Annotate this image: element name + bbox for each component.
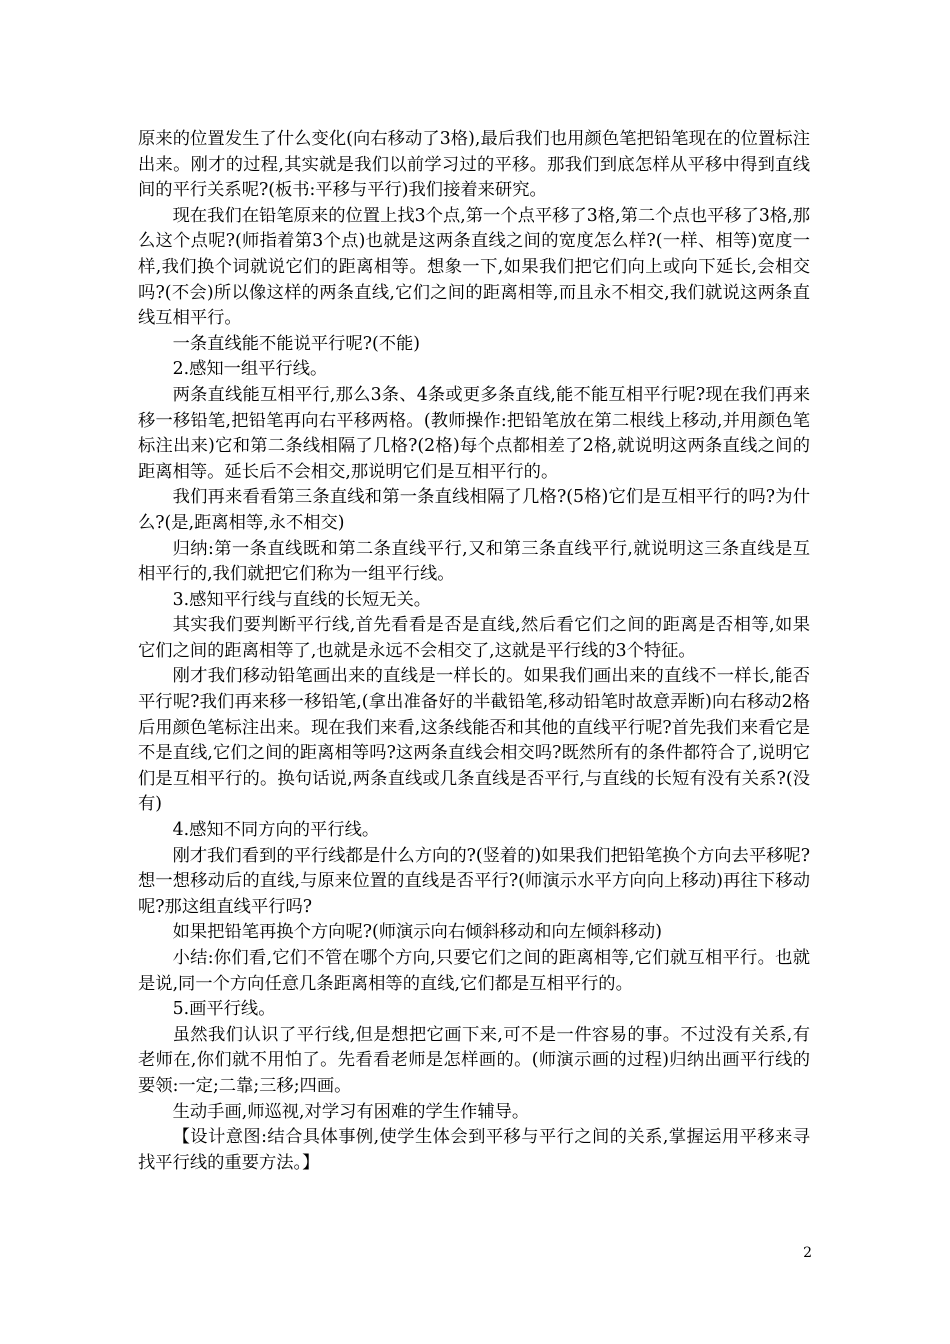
paragraph-parallel-features: 其实我们要判断平行线,首先看看是否是直线,然后看它们之间的距离是否相等,如果它们之间的距离相等了,也就是永远不会相交了,这就是平行线的3个特征。 xyxy=(138,615,810,661)
document-body xyxy=(138,127,810,1176)
paragraph-design-intent: 【设计意图:结合具体事例,使学生体会到平移与平行之间的关系,掌握运用平移来寻找平行线的重要方法。】 xyxy=(138,1127,810,1173)
section-heading-3: 3.感知平行线与直线的长短无关。 xyxy=(172,589,432,610)
section-heading-2: 2.感知一组平行线。 xyxy=(172,359,328,380)
paragraph-length-irrelevant: 刚才我们移动铅笔画出来的直线是一样长的。如果我们画出来的直线不一样长,能否平行呢?我们再来移一移铅笔,(拿出准备好的半截铅笔,移动铅笔时故意弄断)向右移动2格后用颜色笔标注出来。现在我们来看,这条线能否和其他的直线平行呢?首先我们来看它是不是直线,它们之间的距离相等吗?这两条直线会相交吗?既然所有的条件都符合了,说明它们是互相平行的。换句话说,两条直线或几条直线是否平行,与直线的长短有没有关系?(没有) xyxy=(138,666,810,815)
paragraph-three-lines: 两条直线能互相平行,那么3条、4条或更多条直线,能不能互相平行呢?现在我们再来移一移铅笔,把铅笔再向右平移两格。(教师操作:把铅笔放在第二根线上移动,并用颜色笔标注出来)它和第二条线相隔了几格?(2格)每个点都相差了2格,就说明这两条直线之间的距离相等。延长后不会相交,那说明它们是互相平行的。 xyxy=(138,384,810,482)
paragraph-tilt: 如果把铅笔再换个方向呢?(师演示向右倾斜移动和向左倾斜移动) xyxy=(172,922,662,943)
paragraph-third-line: 我们再来看看第三条直线和第一条直线相隔了几格?(5格)它们是互相平行的吗?为什么?(是,距离相等,永不相交) xyxy=(138,487,810,533)
paragraph-student-practice: 生动手画,师巡视,对学习有困难的学生作辅导。 xyxy=(172,1101,530,1122)
paragraph-conclusion: 小结:你们看,它们不管在哪个方向,只要它们之间的距离相等,它们就互相平行。也就是说,同一个方向任意几条距离相等的直线,它们都是互相平行的。 xyxy=(138,948,810,994)
section-heading-4: 4.感知不同方向的平行线。 xyxy=(172,820,380,841)
paragraph-direction: 刚才我们看到的平行线都是什么方向的?(竖着的)如果我们把铅笔换个方向去平移呢?想一想移动后的直线,与原来位置的直线是否平行?(师演示水平方向向上移动)再往下移动呢?那这组直线平行吗? xyxy=(138,845,810,917)
paragraph-continuation: 原来的位置发生了什么变化(向右移动了3格),最后我们也用颜色笔把铅笔现在的位置标注出来。刚才的过程,其实就是我们以前学习过的平移。那我们到底怎样从平移中得到直线间的平行关系呢?(板书:平移与平行)我们接着来研究。 xyxy=(138,129,810,201)
paragraph-summary-group: 归纳:第一条直线既和第二条直线平行,又和第三条直线平行,就说明这三条直线是互相平行的,我们就把它们称为一组平行线。 xyxy=(138,538,810,585)
paragraph-question-single-line: 一条直线能不能说平行呢?(不能) xyxy=(172,333,420,354)
section-heading-5: 5.画平行线。 xyxy=(172,999,276,1020)
paragraph-distance-equal: 现在我们在铅笔原来的位置上找3个点,第一个点平移了3格,第二个点也平移了3格,那么这个点呢?(师指着第3个点)也就是这两条直线之间的宽度怎么样?(一样、相等)宽度一样,我们换个词就说它们的距离相等。想象一下,如果我们把它们向上或向下延长,会相交吗?(不会)所以像这样的两条直线,它们之间的距离相等,而且永不相交,我们就说这两条直线互相平行。 xyxy=(138,205,810,329)
paragraph-draw-method: 虽然我们认识了平行线,但是想把它画下来,可不是一件容易的事。不过没有关系,有老师在,你们就不用怕了。先看看老师是怎样画的。(师演示画的过程)归纳出画平行线的要领:一定;二靠;三移;四画。 xyxy=(138,1024,810,1096)
page-number: 2 xyxy=(803,1245,812,1261)
